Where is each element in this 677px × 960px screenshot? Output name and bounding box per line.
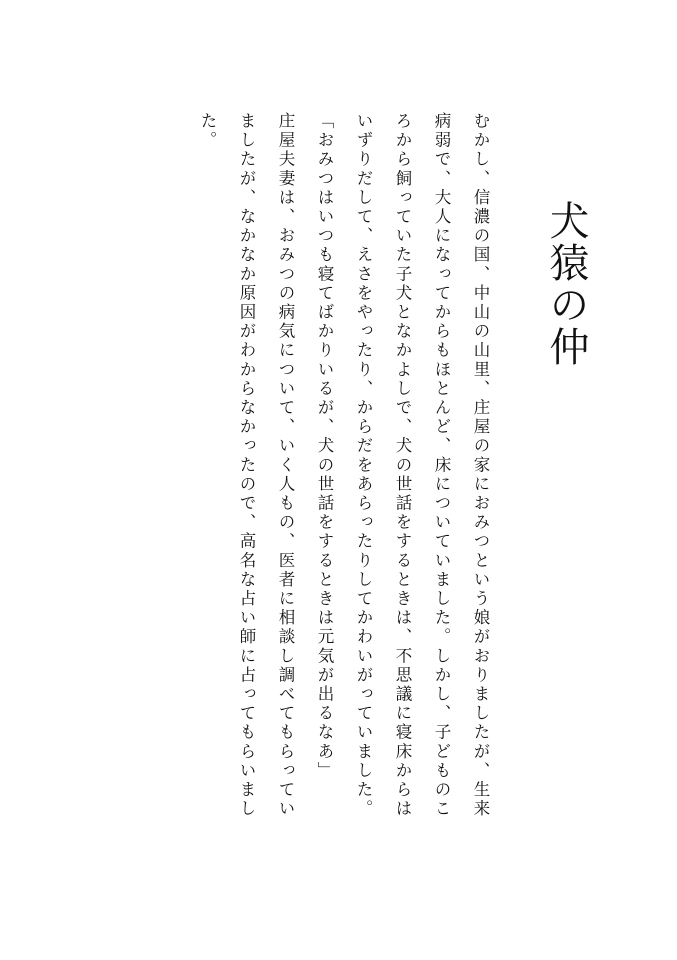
story-title: 犬猿の仲 (543, 200, 589, 368)
paragraph-2-dialogue: 「おみつはいつも寝てばかりいるが、犬の世話をするときは元気が出るなあ」 (315, 112, 334, 781)
story-body (150, 112, 500, 832)
paragraph-3: 庄屋夫妻は、おみつの病気について、いく人もの、医者に相談し調べてもらっていましたが、なかなか原因がわからなかったので、高名な占い師に占ってもらいました。 (198, 112, 295, 819)
paragraph-1: むかし、信濃の国、中山の山里、庄屋の家におみつという娘がおりましたが、生来病弱で、大人になってからもほとんど、床についていました。しかし、子どものころから飼っていた子犬となかよしで、犬の世話をするときは、不思議に寝床からはいずりだして、えさをやったり、からだをあらったりしてかわいがっていました。 (354, 112, 490, 819)
